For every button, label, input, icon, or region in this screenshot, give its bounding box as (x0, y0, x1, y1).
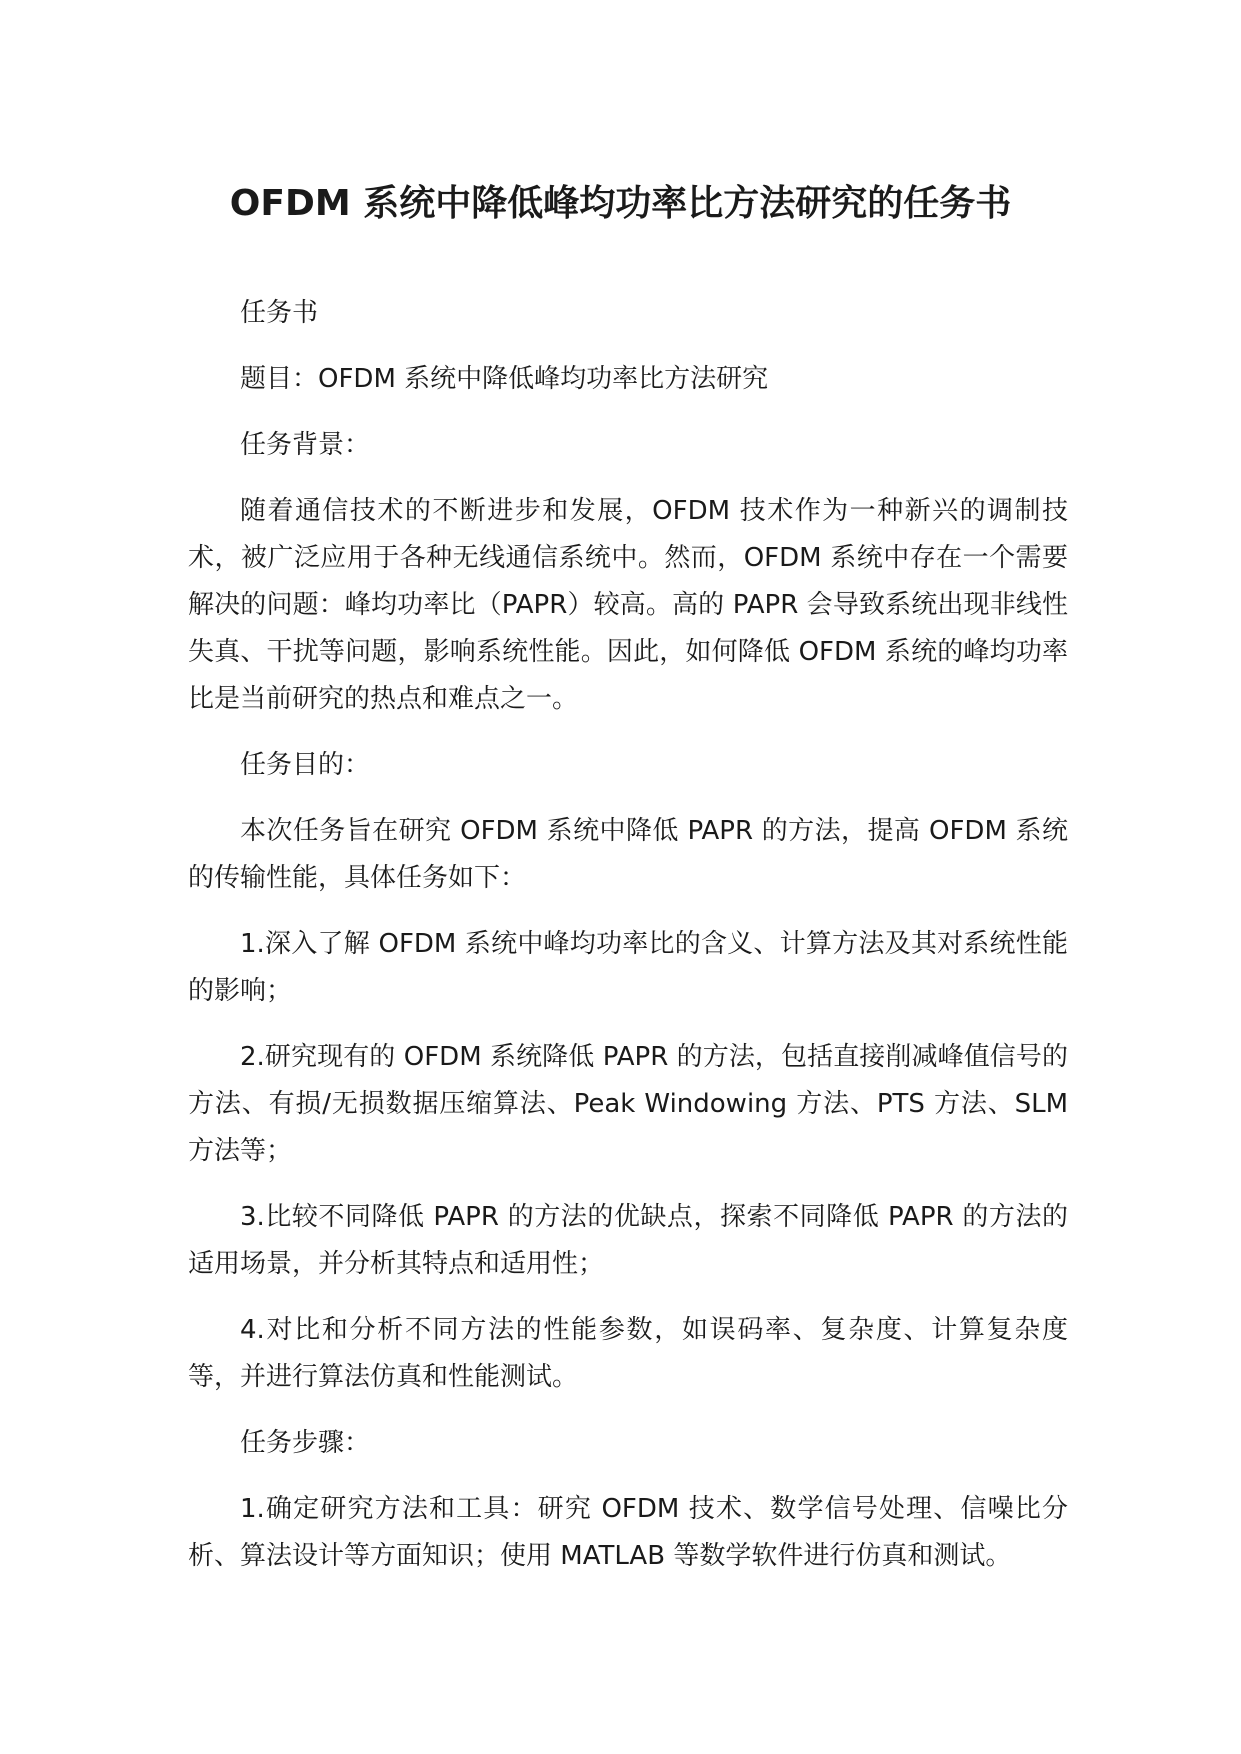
document-title: OFDM 系统中降低峰均功率比方法研究的任务书 (229, 183, 1012, 224)
heading-task-steps: 任务步骤： (240, 1428, 371, 1458)
list-item-purpose-4: 4.对比和分析不同方法的性能参数，如误码率、复杂度、计算复杂度等，并进行算法仿真和性能测试。 (188, 1315, 1068, 1392)
heading-task-purpose: 任务目的： (240, 750, 371, 780)
list-item-purpose-3: 3.比较不同降低 PAPR 的方法的优缺点，探索不同降低 PAPR 的方法的适用场景，并分析其特点和适用性； (188, 1202, 1068, 1279)
list-item-purpose-2: 2.研究现有的 OFDM 系统降低 PAPR 的方法，包括直接削减峰值信号的方法、有损/无损数据压缩算法、Peak Windowing 方法、PTS 方法、SLM 方法等； (188, 1042, 1068, 1166)
list-item-purpose-1: 1.深入了解 OFDM 系统中峰均功率比的含义、计算方法及其对系统性能的影响； (188, 929, 1068, 1006)
paragraph-topic: 题目：OFDM 系统中降低峰均功率比方法研究 (240, 364, 769, 394)
paragraph-background: 随着通信技术的不断进步和发展，OFDM 技术作为一种新兴的调制技术，被广泛应用于各种无线通信系统中。然而，OFDM 系统中存在一个需要解决的问题：峰均功率比（PAPR）较高。高的 PAPR 会导致系统出现非线性失真、干扰等问题，影响系统性能。因此，如何降低 OFDM 系统的峰均功率比是当前研究的热点和难点之一。 (188, 496, 1068, 714)
paragraph-label-task-book: 任务书 (240, 298, 319, 328)
document-body (188, 290, 1068, 1599)
list-item-step-1: 1.确定研究方法和工具：研究 OFDM 技术、数学信号处理、信噪比分析、算法设计等方面知识；使用 MATLAB 等数学软件进行仿真和测试。 (188, 1494, 1068, 1571)
paragraph-purpose: 本次任务旨在研究 OFDM 系统中降低 PAPR 的方法，提高 OFDM 系统的传输性能，具体任务如下： (188, 816, 1068, 893)
heading-task-background: 任务背景： (240, 430, 371, 460)
